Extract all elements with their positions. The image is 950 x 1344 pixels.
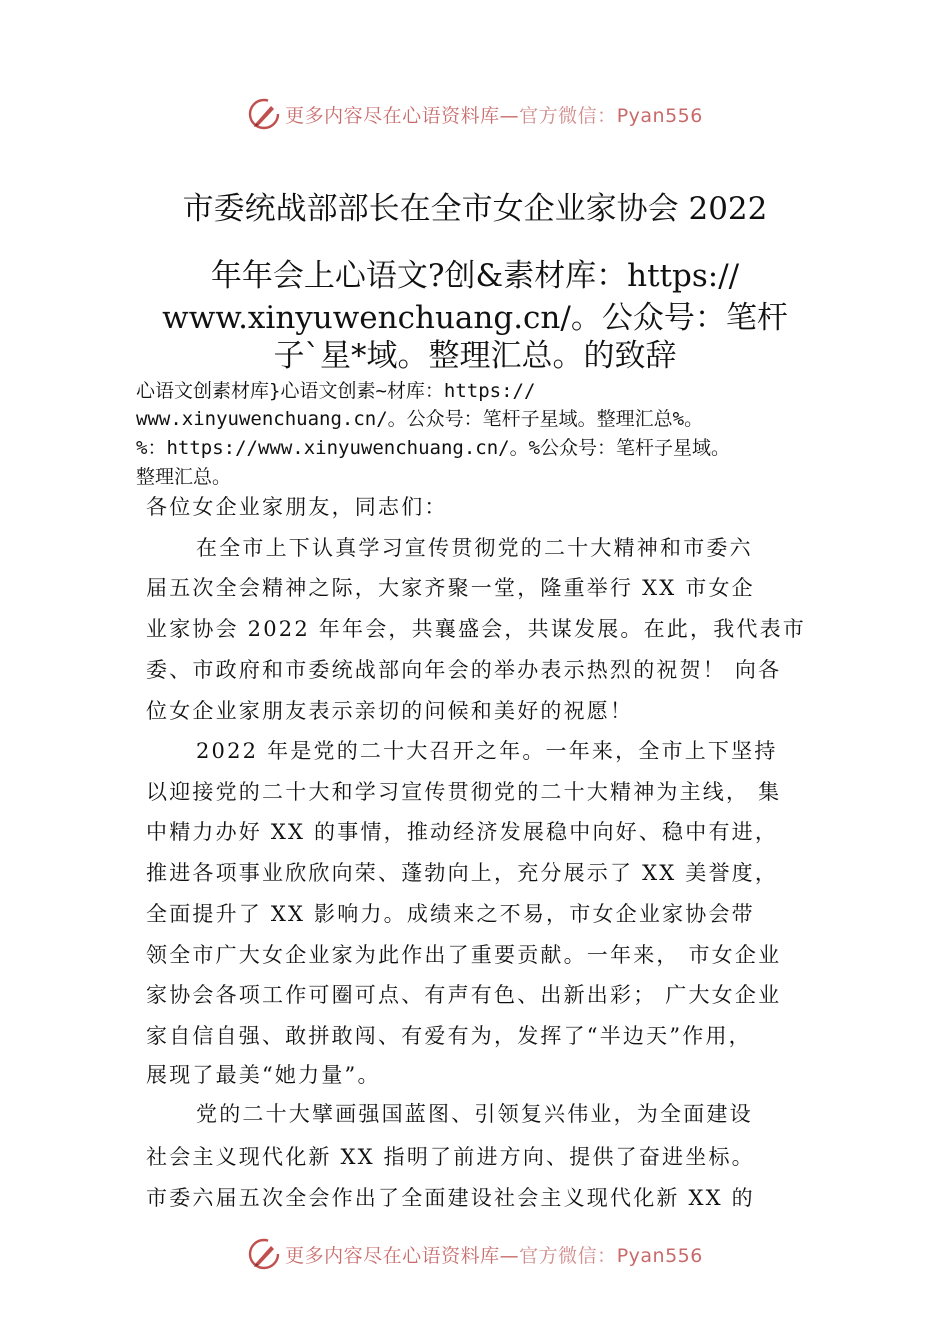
salutation: 各位女企业家朋友，同志们：: [146, 495, 448, 519]
paragraph-line: 家协会各项工作可圈可点、有声有色、出新出彩； 广大女企业: [146, 983, 782, 1007]
paragraph-line: 在全市上下认真学习宣传贯彻党的二十大精神和市委六: [196, 536, 753, 560]
document-title-line-4: 子`星*域。整理汇总。的致辞: [273, 338, 677, 374]
source-line-3: %：https://www.xinyuwenchuang.cn/。%公众号：笔杆子星域。: [136, 437, 731, 459]
paragraph-line: 党的二十大擘画强国蓝图、引领复兴伟业，为全面建设: [196, 1102, 753, 1126]
paragraph-line: 家自信自强、敢拼敢闯、有爱有为，发挥了“半边天”作用，: [146, 1024, 752, 1048]
paragraph-line: 社会主义现代化新 XX 指明了前进方向、提供了奋进坐标。: [146, 1145, 755, 1169]
paragraph-line: 以迎接党的二十大和学习宣传贯彻党的二十大精神为主线， 集: [146, 780, 782, 804]
pen-logo-icon: [247, 1237, 281, 1271]
paragraph-line: 推进各项事业欣欣向荣、蓬勃向上，充分展示了 XX 美誉度，: [146, 861, 779, 885]
paragraph-line: 展现了最美“她力量”。: [146, 1063, 381, 1087]
banner-text: 更多内容尽在心语资料库—官方微信：Pyan556: [285, 104, 703, 127]
banner-text: 更多内容尽在心语资料库—官方微信：Pyan556: [285, 1244, 703, 1267]
pen-logo-icon: [247, 97, 281, 131]
paragraph-line: 届五次全会精神之际，大家齐聚一堂，隆重举行 XX 市女企: [146, 576, 755, 600]
source-line-1: 心语文创素材库}心语文创素~材库：https://: [136, 380, 536, 402]
document-title-line-1: 市委统战部部长在全市女企业家协会 2022: [182, 191, 768, 227]
paragraph-line: 业家协会 2022 年年会，共襄盛会，共谋发展。在此，我代表市: [146, 617, 806, 641]
header-banner: [0, 94, 950, 134]
paragraph-line: 位女企业家朋友表示亲切的问候和美好的祝愿！: [146, 699, 634, 723]
paragraph-line: 2022 年是党的二十大召开之年。一年来，全市上下坚持: [196, 739, 778, 763]
document-title-line-2: 年年会上心语文?创&素材库：https://: [210, 258, 740, 294]
paragraph-line: 市委六届五次全会作出了全面建设社会主义现代化新 XX 的: [146, 1186, 755, 1210]
paragraph-line: 委、市政府和市委统战部向年会的举办表示热烈的祝贺！ 向各: [146, 658, 782, 682]
footer-banner: [0, 1234, 950, 1274]
paragraph-line: 中精力办好 XX 的事情，推动经济发展稳中向好、稳中有进，: [146, 820, 779, 844]
document-title-line-3: www.xinyuwenchuang.cn/。公众号：笔杆: [162, 300, 788, 336]
source-line-2: www.xinyuwenchuang.cn/。公众号：笔杆子星域。整理汇总%。: [136, 408, 704, 430]
source-line-4: 整理汇总。: [136, 466, 232, 488]
paragraph-line: 领全市广大女企业家为此作出了重要贡献。一年来， 市女企业: [146, 943, 782, 967]
paragraph-line: 全面提升了 XX 影响力。成绩来之不易，市女企业家协会带: [146, 902, 755, 926]
